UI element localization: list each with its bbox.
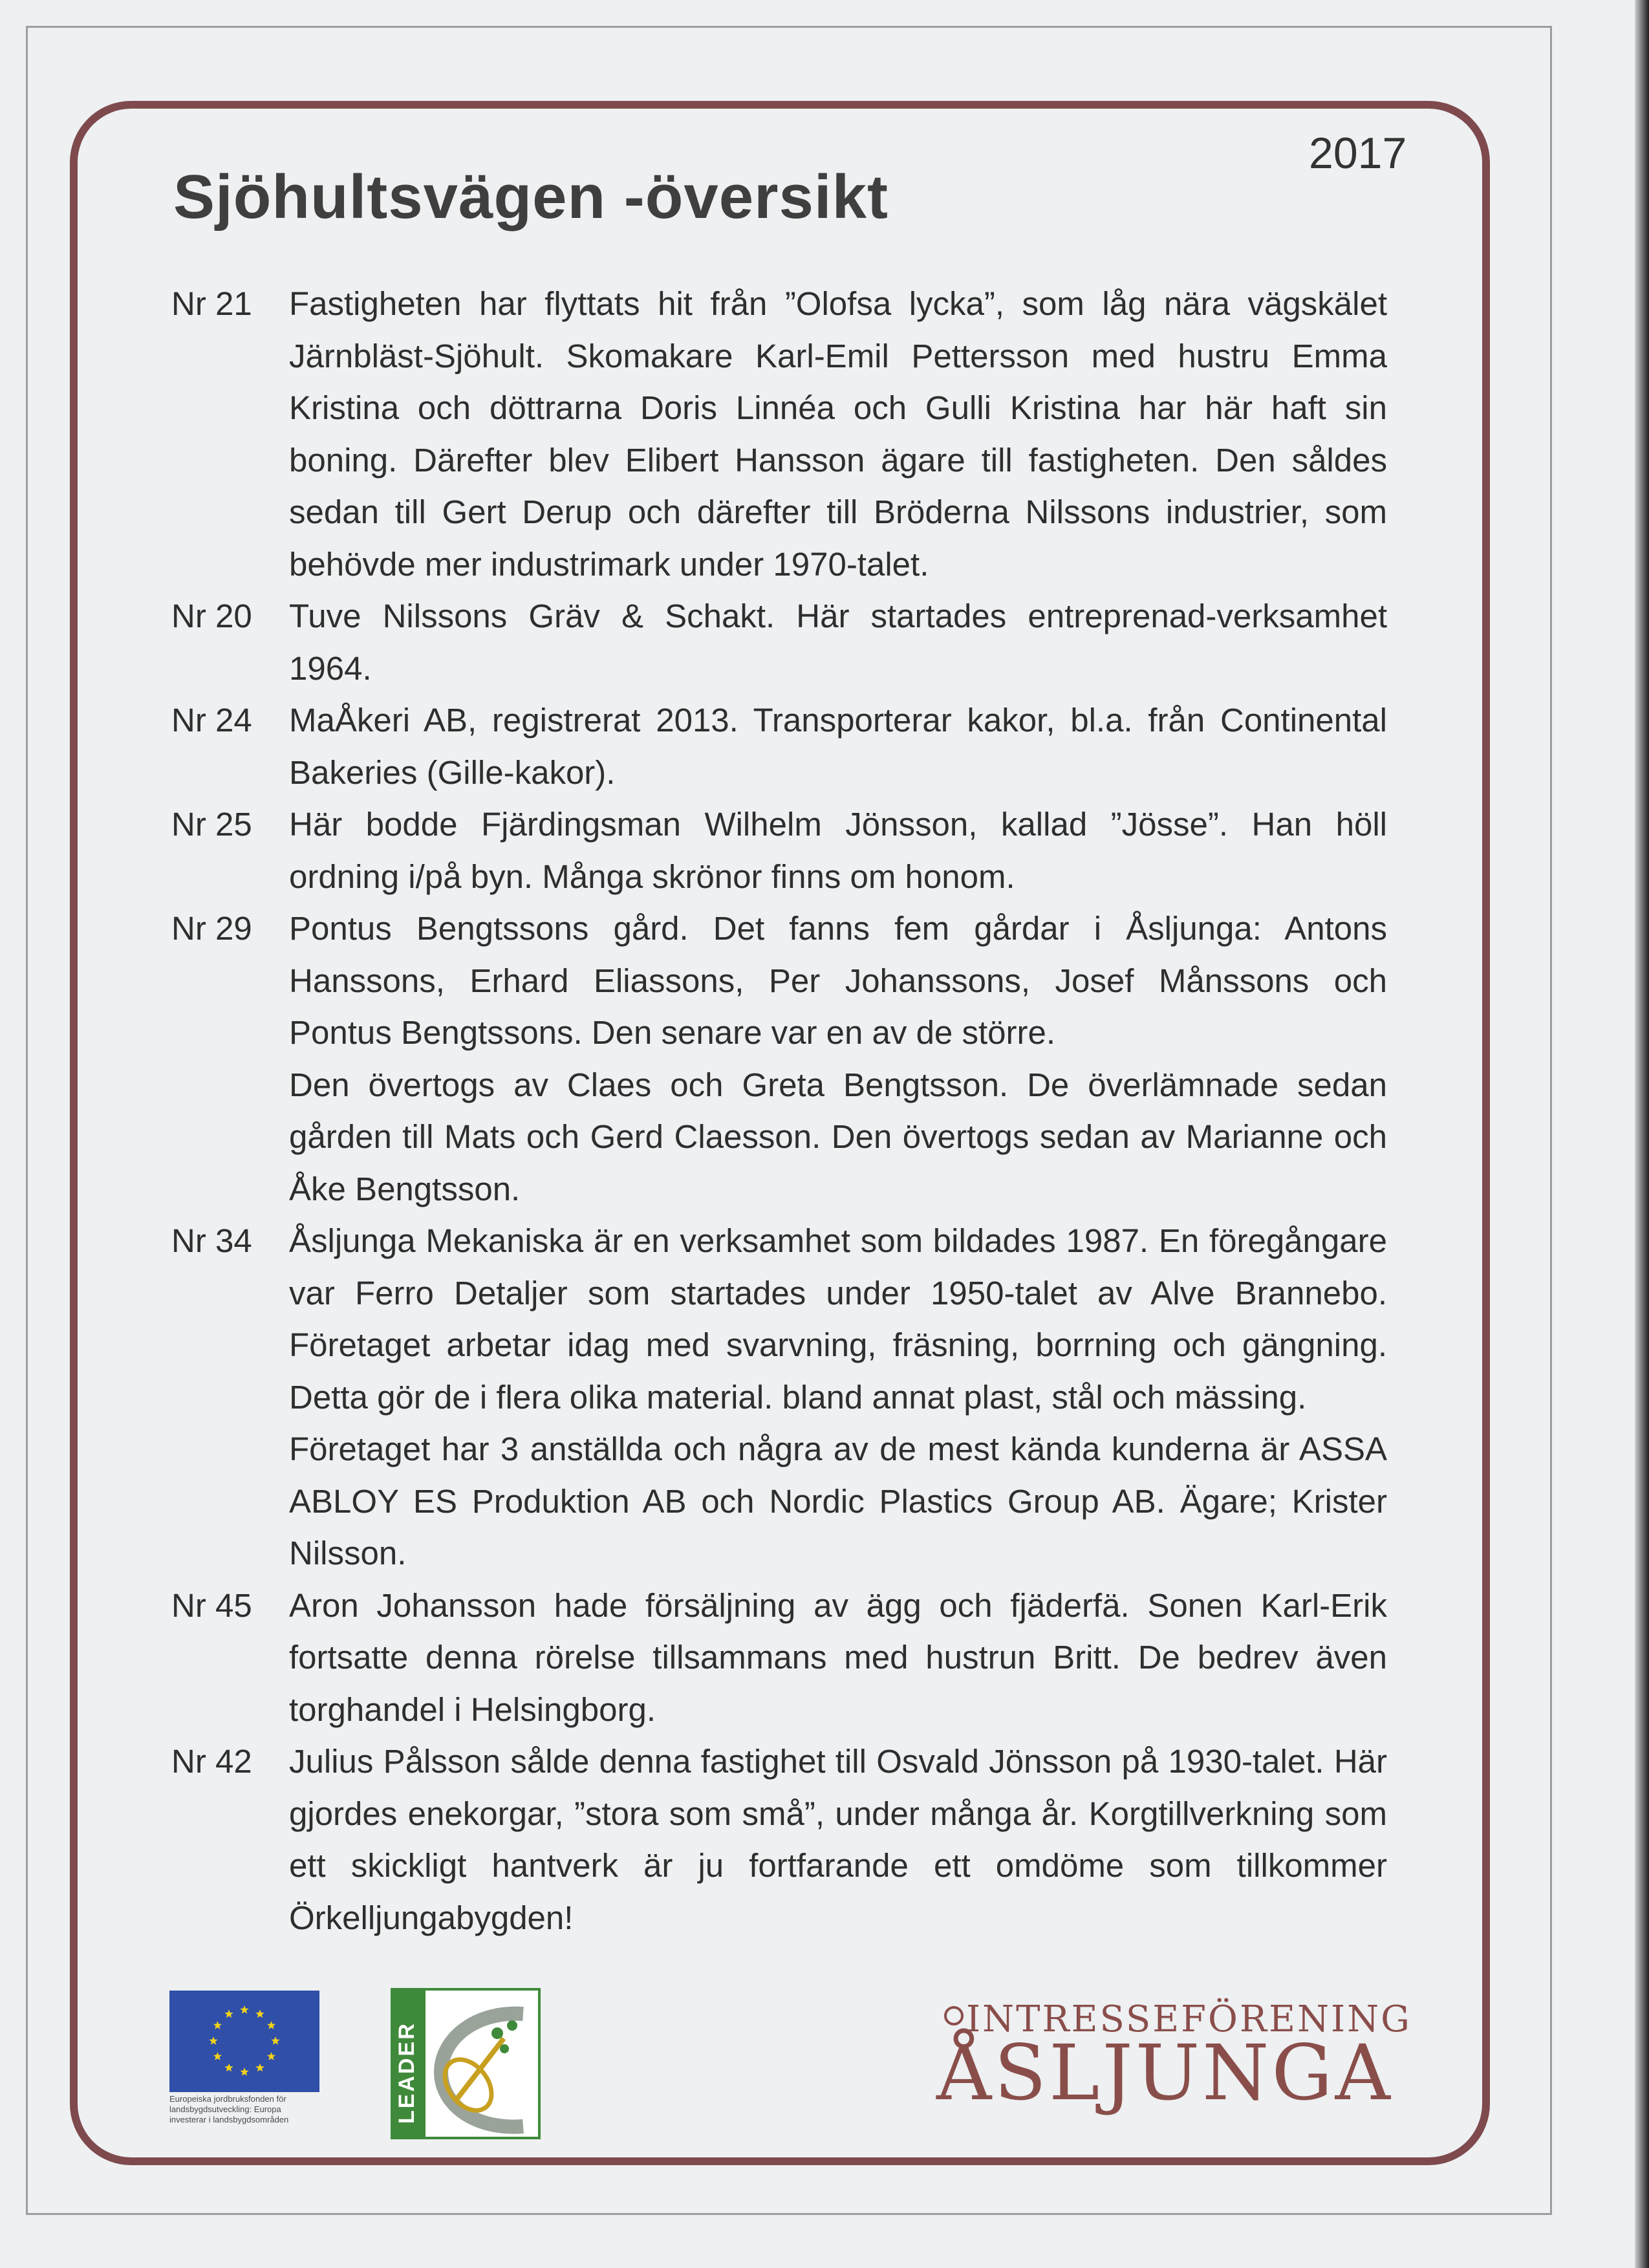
association-logo <box>936 1998 1460 2115</box>
eu-star-icon <box>267 2021 275 2029</box>
entry-text <box>289 799 1387 903</box>
eu-star-icon <box>224 2064 233 2072</box>
entry-list <box>171 278 1387 1944</box>
eu-star-icon <box>255 2064 264 2072</box>
entry-paragraph: Här bodde Fjärdingsman Wilhelm Jönsson, kallad ”Jösse”. Han höll ordning i/på byn. Många skrönor finns om honom. <box>289 806 1387 895</box>
entry-text <box>289 695 1387 799</box>
document-year: 2017 <box>1309 129 1407 178</box>
entry-text <box>289 590 1387 695</box>
entry-number: Nr 25 <box>171 806 252 843</box>
entry-number: Nr 20 <box>171 598 252 634</box>
eu-star-icon <box>209 2036 217 2045</box>
entry-item <box>171 278 1387 590</box>
ring-icon <box>944 2006 964 2025</box>
entry-paragraph: Julius Pålsson sålde denna fastighet till Osvald Jönsson på 1930-talet. Här gjordes enekorgar, ”stora som små”, under många år. Korgtillverkning som ett skickligt hantverk är ju fortfarande ett omdöme som tillkommer Örkelljungabygden! <box>289 1743 1387 1936</box>
entry-item <box>171 695 1387 799</box>
entry-item <box>171 1736 1387 1944</box>
eu-star-icon <box>267 2052 275 2060</box>
entry-paragraph: MaÅkeri AB, registrerat 2013. Transporterar kakor, bl.a. från Continental Bakeries (Gille-kakor). <box>289 702 1387 791</box>
entry-number: Nr 21 <box>171 285 252 322</box>
entry-item <box>171 1580 1387 1736</box>
entry-paragraph: Fastigheten har flyttats hit från ”Olofsa lycka”, som låg nära vägskälet Järnbläst-Sjöhult. Skomakare Karl-Emil Pettersson med hustru Emma Kristina och döttrarna Doris Linnéa och Gulli Kristina har här haft sin boning. Därefter blev Elibert Hansson ägare till fastigheten. Den såldes sedan till Gert Derup och därefter till Bröderna Nilssons industrier, som behövde mer industrimark under 1970-talet. <box>289 285 1387 583</box>
entry-text <box>289 278 1387 590</box>
entry-paragraph: Åsljunga Mekaniska är en verksamhet som bildades 1987. En föregångare var Ferro Detaljer som startades under 1950-talet av Alve Brannebo. Företaget arbetar idag med svarvning, fräsning, borrning och gängning. Detta gör de i flera olika material. bland annat plast, stål och mässing. <box>289 1222 1387 1416</box>
scan-edge <box>1635 0 1649 2268</box>
eu-star-icon <box>224 2009 233 2018</box>
eu-caption <box>169 2094 325 2125</box>
eu-caption-line: investerar i landsbygdsområden <box>169 2115 289 2124</box>
eu-star-icon <box>271 2036 279 2045</box>
leader-emblem-icon <box>391 1988 541 2139</box>
entry-number: Nr 34 <box>171 1222 252 1259</box>
entry-paragraph: Den övertogs av Claes och Greta Bengtsson. De överlämnade sedan gården till Mats och Gerd Claesson. Den övertogs sedan av Marianne och Åke Bengtsson. <box>289 1066 1387 1207</box>
eu-star-icon <box>213 2052 222 2060</box>
entry-paragraph: Pontus Bengtssons gård. Det fanns fem gårdar i Åsljunga: Antons Hanssons, Erhard Eliassons, Per Johanssons, Josef Månssons och Pontus Bengtssons. Den senare var en av de större. <box>289 910 1387 1051</box>
document-title: Sjöhultsvägen -översikt <box>173 162 889 232</box>
entry-number: Nr 24 <box>171 702 252 739</box>
entry-text <box>289 1736 1387 1944</box>
leader-text: LEADER <box>394 2022 419 2124</box>
entry-number: Nr 45 <box>171 1586 252 1624</box>
entry-item <box>171 1215 1387 1580</box>
entry-text <box>289 1580 1387 1736</box>
entry-number: Nr 29 <box>171 910 252 947</box>
eu-star-icon <box>240 2068 248 2076</box>
entry-item <box>171 799 1387 903</box>
entry-text <box>289 903 1387 1215</box>
eu-caption-line: Europeiska jordbruksfonden för <box>169 2094 286 2104</box>
entry-paragraph: Företaget har 3 anställda och några av de mest kända kunderna är ASSA ABLOY ES Produktion AB och Nordic Plastics Group AB. Ägare; Krister Nilsson. <box>289 1431 1387 1571</box>
entry-paragraph: Tuve Nilssons Gräv & Schakt. Här startades entreprenad-verksamhet 1964. <box>289 598 1387 687</box>
leader-logo <box>391 1988 541 2139</box>
entry-paragraph: Aron Johansson hade försäljning av ägg och fjäderfä. Sonen Karl-Erik fortsatte denna rörelse tillsammans med hustrun Britt. De bedrev även torghandel i Helsingborg. <box>289 1586 1387 1728</box>
entry-number: Nr 42 <box>171 1743 252 1780</box>
eu-star-icon <box>213 2021 222 2029</box>
entry-text <box>289 1215 1387 1580</box>
eu-flag-logo <box>169 1991 319 2092</box>
eu-caption-line: landsbygdsutveckling: Europa <box>169 2104 281 2114</box>
eu-star-icon <box>240 2005 248 2014</box>
eu-stars-icon <box>169 1991 319 2092</box>
association-line1: INTRESSEFÖRENING <box>966 1998 1412 2040</box>
entry-item <box>171 590 1387 695</box>
association-line2: ÅSLJUNGA <box>936 2028 1393 2117</box>
entry-item <box>171 903 1387 1215</box>
eu-star-icon <box>255 2009 264 2018</box>
